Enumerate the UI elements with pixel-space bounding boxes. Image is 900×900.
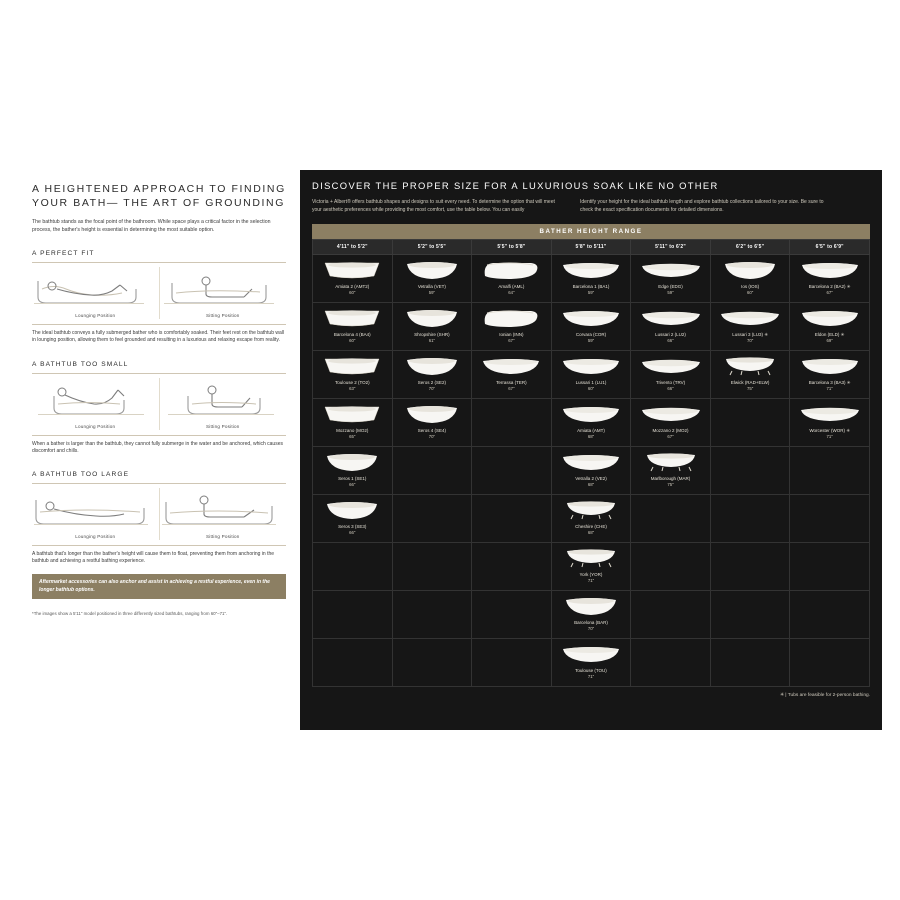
table-cell-product[interactable] bbox=[313, 447, 393, 495]
section-heading-too-small: A BATHTUB TOO SMALL bbox=[32, 360, 129, 368]
divider bbox=[32, 324, 286, 325]
product-size: 60" bbox=[746, 290, 754, 296]
table-cell-empty bbox=[790, 591, 870, 639]
product-label bbox=[552, 284, 631, 296]
product-size: 63" bbox=[349, 386, 356, 392]
table-cell-empty bbox=[392, 495, 472, 543]
table-cell-product[interactable] bbox=[631, 351, 711, 399]
product-name: Mozzano (MO2) bbox=[336, 428, 369, 434]
section-heading-too-large: A BATHTUB TOO LARGE bbox=[32, 471, 130, 478]
product-size: 64" bbox=[508, 290, 515, 296]
table-cell-product[interactable] bbox=[631, 447, 711, 495]
table-cell-product[interactable] bbox=[551, 447, 631, 495]
product-label bbox=[552, 668, 631, 680]
table-cell-product[interactable] bbox=[631, 303, 711, 351]
table-cell-product[interactable] bbox=[790, 351, 870, 399]
product-size: 67" bbox=[667, 434, 674, 440]
product-name: Corvara (COR) bbox=[575, 332, 607, 338]
product-label bbox=[631, 332, 710, 344]
product-name: Mozzano 2 (MO2) bbox=[652, 428, 689, 434]
table-cell-product[interactable] bbox=[551, 591, 631, 639]
tub-shape-icon bbox=[720, 356, 780, 376]
intro-column-left: Victoria + Albert® offers bathtub shapes and designs to suit every need. To determine the option that will meet your aesthetic preferences while providing the most comfort, use the table below. You can easily bbox=[312, 199, 555, 213]
bather-height-range-banner: BATHER HEIGHT RANGE bbox=[312, 224, 870, 239]
divider bbox=[32, 545, 286, 546]
product-label bbox=[313, 380, 392, 392]
product-size: 59" bbox=[428, 290, 435, 296]
table-cell-product[interactable] bbox=[790, 255, 870, 303]
table-cell-empty bbox=[710, 639, 790, 687]
product-label bbox=[790, 332, 869, 344]
tub-sitting-illustration bbox=[160, 267, 278, 309]
table-cell-product[interactable] bbox=[551, 303, 631, 351]
product-size: 68" bbox=[587, 530, 595, 536]
tub-shape-icon bbox=[481, 308, 541, 328]
table-cell-product[interactable] bbox=[551, 351, 631, 399]
tub-shape-icon bbox=[322, 452, 382, 472]
product-size: 71" bbox=[826, 434, 833, 440]
table-cell-product[interactable] bbox=[710, 255, 790, 303]
table-cell-empty bbox=[790, 447, 870, 495]
tub-shape-icon bbox=[322, 260, 382, 280]
table-cell-empty bbox=[392, 639, 472, 687]
product-name: Toulouse 2 (TO2) bbox=[334, 380, 370, 386]
table-cell-empty bbox=[790, 543, 870, 591]
product-size: 66" bbox=[349, 482, 356, 488]
product-size: 69" bbox=[826, 338, 833, 344]
table-row bbox=[313, 591, 870, 639]
product-name: Cheshire (CHE) bbox=[575, 524, 607, 530]
tub-shape-icon bbox=[561, 452, 621, 472]
tub-sitting-illustration bbox=[160, 378, 278, 420]
table-cell-product[interactable] bbox=[551, 255, 631, 303]
illustration-caption: Sitting Position bbox=[205, 423, 240, 429]
product-label bbox=[472, 332, 551, 344]
product-size: 67" bbox=[508, 338, 515, 344]
tub-shape-icon bbox=[402, 260, 462, 280]
product-label bbox=[313, 524, 392, 536]
tub-shape-icon bbox=[561, 548, 621, 568]
tub-shape-icon bbox=[481, 356, 541, 376]
table-legend: ✳ | Tubs are feasible for 2-person bathing. bbox=[779, 693, 870, 699]
product-name: Seros 2 (SE2) bbox=[417, 380, 446, 386]
tub-shape-icon bbox=[322, 500, 382, 520]
product-label bbox=[711, 284, 790, 296]
table-row bbox=[313, 255, 870, 303]
product-size: 59" bbox=[667, 290, 674, 296]
table-cell-product[interactable] bbox=[313, 399, 393, 447]
left-page-title: A HEIGHTENED APPROACH TO FINDING YOUR BATH— THE ART OF GROUNDING bbox=[32, 183, 286, 209]
illustration-caption: Lounging Position bbox=[75, 534, 116, 539]
table-cell-product[interactable] bbox=[472, 351, 552, 399]
left-page-intro: The bathtub stands as the focal point of the bathroom. While space plays a critical factor in the selection process, the bather's height is essential in determining the most suitable option. bbox=[32, 219, 271, 233]
table-cell-product[interactable] bbox=[551, 543, 631, 591]
table-row bbox=[313, 495, 870, 543]
table-cell-empty bbox=[790, 639, 870, 687]
product-name: Worcester (WOR) ✳ bbox=[809, 428, 851, 434]
product-name: Marlborough (MAR) bbox=[650, 476, 691, 482]
column-header: 5'5" to 5'8" bbox=[472, 240, 552, 255]
table-cell-empty bbox=[631, 495, 711, 543]
table-cell-product[interactable] bbox=[710, 303, 790, 351]
product-name: Barcelona 4 (BA4) bbox=[333, 332, 371, 338]
highlight-callout: Aftermarket accessories can also anchor and assist in achieving a restful experience, even in the longer bathtub options. bbox=[32, 574, 286, 599]
product-name: Lussari 2 (LU2) bbox=[655, 332, 686, 338]
tub-shape-icon bbox=[322, 308, 382, 328]
product-name: Toulouse (TOU) bbox=[575, 668, 607, 674]
table-row bbox=[313, 351, 870, 399]
product-name: Amiata (AMT) bbox=[577, 428, 605, 434]
product-label bbox=[711, 332, 790, 344]
table-row bbox=[313, 399, 870, 447]
tub-lounging-illustration bbox=[32, 378, 150, 420]
product-label bbox=[552, 572, 631, 584]
product-label bbox=[631, 476, 710, 488]
table-header-row bbox=[313, 240, 870, 255]
section-note-perfect-fit: The ideal bathtub conveys a fully submerged bather who is comfortably soaked. Their feet rest on the bathtub wall in lounging position, allowing them to feel grounded and resulting in a luxurious and relaxing escape from reality. bbox=[32, 330, 284, 344]
illustration-row-too-small bbox=[32, 378, 286, 430]
table-cell-empty bbox=[472, 399, 552, 447]
product-name: Vetralla 2 (VE2) bbox=[575, 476, 607, 482]
table-cell-empty bbox=[710, 591, 790, 639]
brochure-spread bbox=[18, 170, 882, 730]
product-size: 70" bbox=[587, 626, 595, 632]
divider bbox=[32, 373, 286, 374]
illustration-lounging-too-large bbox=[32, 488, 159, 540]
product-label bbox=[552, 380, 631, 392]
product-name: Vetralla (VET) bbox=[417, 284, 446, 290]
section-heading-perfect-fit: A PERFECT FIT bbox=[32, 250, 95, 258]
product-label bbox=[472, 380, 551, 392]
product-size: 67" bbox=[826, 290, 833, 296]
product-size: 75" bbox=[667, 482, 674, 488]
tub-shape-icon bbox=[402, 356, 462, 376]
table-cell-empty bbox=[313, 639, 393, 687]
column-header: 4'11" to 5'2" bbox=[313, 240, 393, 255]
product-size: 66" bbox=[349, 530, 356, 536]
table-cell-product[interactable] bbox=[631, 255, 711, 303]
tub-shape-icon bbox=[481, 260, 541, 280]
product-name: York (YOR) bbox=[579, 572, 603, 578]
table-cell-product[interactable] bbox=[631, 399, 711, 447]
left-footnote: *The images show a 5'11" model positioned in three differently sized bathtubs, ranging from 60"–71". bbox=[32, 611, 228, 617]
tub-shape-icon bbox=[561, 308, 621, 328]
tub-shape-icon bbox=[561, 644, 621, 664]
table-cell-empty bbox=[710, 447, 790, 495]
table-cell-product[interactable] bbox=[790, 303, 870, 351]
bathtub-size-table bbox=[312, 239, 870, 687]
product-size: 65" bbox=[349, 434, 356, 440]
tub-shape-icon bbox=[720, 308, 780, 328]
product-label bbox=[631, 428, 710, 440]
table-cell-empty bbox=[631, 639, 711, 687]
table-cell-empty bbox=[631, 543, 711, 591]
table-cell-product[interactable] bbox=[472, 255, 552, 303]
tub-shape-icon bbox=[402, 308, 462, 328]
tub-shape-icon bbox=[322, 404, 382, 424]
product-name: Barcelona (BAR) bbox=[574, 620, 608, 626]
product-size: 67" bbox=[508, 386, 515, 392]
product-name: Amiata 2 (AMT2) bbox=[335, 284, 370, 290]
table-cell-empty bbox=[472, 591, 552, 639]
product-size: 70" bbox=[428, 386, 435, 392]
table-cell-product[interactable] bbox=[313, 495, 393, 543]
table-cell-product[interactable] bbox=[313, 255, 393, 303]
product-name: Eldon (ELD) ✳ bbox=[814, 332, 845, 338]
illustration-lounging-too-small bbox=[32, 378, 159, 430]
product-size: 71" bbox=[826, 386, 833, 392]
illustration-row-too-large bbox=[32, 488, 286, 540]
product-label bbox=[552, 428, 631, 440]
product-label bbox=[313, 284, 392, 296]
product-name: Elwick (RAD+ELW) bbox=[730, 380, 770, 386]
product-name: Seros 3 (SE3) bbox=[338, 524, 367, 530]
tub-shape-icon bbox=[402, 404, 462, 424]
tub-shape-icon bbox=[720, 260, 780, 280]
product-name: Edge (EDG) bbox=[658, 284, 683, 290]
left-page bbox=[18, 170, 300, 730]
table-row bbox=[313, 447, 870, 495]
product-label bbox=[472, 284, 551, 296]
divider bbox=[32, 483, 286, 484]
product-name: Barcelona 1 (BA1) bbox=[572, 284, 610, 290]
product-name: Terrassa (TER) bbox=[496, 380, 527, 386]
right-page bbox=[300, 170, 882, 730]
column-header: 6'5" to 6'9" bbox=[790, 240, 870, 255]
product-size: 66" bbox=[667, 338, 674, 344]
table-cell-product[interactable] bbox=[392, 351, 472, 399]
product-size: 61" bbox=[428, 338, 435, 344]
table-cell-empty bbox=[313, 591, 393, 639]
tub-shape-icon bbox=[800, 308, 860, 328]
product-label bbox=[552, 476, 631, 488]
product-label bbox=[552, 524, 631, 536]
product-label bbox=[552, 332, 631, 344]
table-cell-empty bbox=[472, 543, 552, 591]
tub-shape-icon bbox=[561, 404, 621, 424]
product-size: 71" bbox=[587, 674, 595, 680]
table-cell-empty bbox=[710, 495, 790, 543]
tub-sitting-illustration bbox=[160, 488, 278, 530]
product-label bbox=[790, 380, 869, 392]
illustration-sitting-perfect-fit bbox=[159, 267, 287, 319]
tub-lounging-illustration bbox=[32, 488, 150, 530]
product-label bbox=[790, 428, 869, 440]
column-header: 5'8" to 5'11" bbox=[551, 240, 631, 255]
tub-shape-icon bbox=[561, 596, 621, 616]
table-row bbox=[313, 639, 870, 687]
product-label bbox=[313, 476, 392, 488]
tub-shape-icon bbox=[641, 308, 701, 328]
table-cell-empty bbox=[790, 495, 870, 543]
product-size: 60" bbox=[587, 386, 595, 392]
table-cell-empty bbox=[392, 591, 472, 639]
table-cell-product[interactable] bbox=[313, 351, 393, 399]
tub-shape-icon bbox=[561, 500, 621, 520]
illustration-row-perfect-fit bbox=[32, 267, 286, 319]
product-label bbox=[790, 284, 869, 296]
product-name: Seros 4 (SE4) bbox=[417, 428, 446, 434]
product-label bbox=[393, 380, 472, 392]
table-cell-empty bbox=[472, 447, 552, 495]
right-page-intro bbox=[312, 199, 870, 214]
product-name: Lussari 1 (LU1) bbox=[575, 380, 607, 386]
table-cell-empty bbox=[472, 495, 552, 543]
illustration-sitting-too-large bbox=[159, 488, 287, 540]
illustration-caption: Lounging Position bbox=[75, 313, 116, 319]
tub-shape-icon bbox=[561, 260, 621, 280]
product-name: Barcelona 2 (BA2) ✳ bbox=[808, 284, 851, 290]
tub-shape-icon bbox=[641, 404, 701, 424]
column-header: 6'2" to 6'5" bbox=[710, 240, 790, 255]
product-label bbox=[393, 332, 472, 344]
product-name: Amalfi (AML) bbox=[498, 284, 525, 290]
table-body bbox=[313, 255, 870, 687]
table-cell-product[interactable] bbox=[551, 495, 631, 543]
table-cell-product[interactable] bbox=[790, 399, 870, 447]
table-cell-product[interactable] bbox=[710, 351, 790, 399]
right-page-title: DISCOVER THE PROPER SIZE FOR A LUXURIOUS SOAK LIKE NO OTHER bbox=[312, 180, 719, 191]
product-size: 75" bbox=[746, 386, 754, 392]
table-cell-product[interactable] bbox=[551, 639, 631, 687]
column-header: 5'11" to 6'2" bbox=[631, 240, 711, 255]
tub-shape-icon bbox=[641, 260, 701, 280]
table-cell-empty bbox=[392, 543, 472, 591]
product-size: 70" bbox=[746, 338, 754, 344]
divider bbox=[32, 262, 286, 263]
table-cell-empty bbox=[710, 399, 790, 447]
divider bbox=[32, 435, 286, 436]
product-size: 60" bbox=[349, 338, 356, 344]
table-cell-product[interactable] bbox=[392, 399, 472, 447]
illustration-lounging-perfect-fit bbox=[32, 267, 159, 319]
product-name: Barcelona 3 (BA3) ✳ bbox=[808, 380, 851, 386]
product-label bbox=[313, 332, 392, 344]
product-name: Trivento (TRV) bbox=[655, 380, 686, 386]
illustration-caption: Lounging Position bbox=[75, 423, 116, 429]
product-name: Lussari 3 (LU3) ✳ bbox=[732, 332, 768, 338]
section-note-too-large: A bathtub that's longer than the bather's height will cause them to float, preventing them from anchoring in the bathtub and achieving a restful bathing experience. bbox=[32, 551, 275, 565]
product-label bbox=[711, 380, 790, 392]
product-size: 71" bbox=[587, 578, 595, 584]
table-cell-empty bbox=[710, 543, 790, 591]
tub-shape-icon bbox=[800, 356, 860, 376]
tub-shape-icon bbox=[641, 452, 701, 472]
tub-shape-icon bbox=[641, 356, 701, 376]
product-size: 68" bbox=[587, 434, 595, 440]
table-cell-product[interactable] bbox=[392, 255, 472, 303]
product-size: 66" bbox=[667, 386, 674, 392]
product-size: 68" bbox=[587, 482, 595, 488]
product-size: 60" bbox=[349, 290, 356, 296]
table-cell-product[interactable] bbox=[313, 303, 393, 351]
illustration-sitting-too-small bbox=[159, 378, 287, 430]
table-cell-empty bbox=[472, 639, 552, 687]
product-size: 70" bbox=[428, 434, 435, 440]
table-cell-product[interactable] bbox=[472, 303, 552, 351]
intro-column-right: Identify your height for the ideal bathtub length and explore bathtub collections tailored to your size. Be sure to check the exact specification documents for detailed dimensions. bbox=[580, 199, 824, 213]
table-row bbox=[313, 303, 870, 351]
table-cell-empty bbox=[631, 591, 711, 639]
table-cell-empty bbox=[313, 543, 393, 591]
tub-shape-icon bbox=[800, 404, 860, 424]
tub-shape-icon bbox=[561, 356, 621, 376]
product-name: Seros 1 (SE1) bbox=[338, 476, 367, 482]
product-label bbox=[631, 380, 710, 392]
table-cell-product[interactable] bbox=[392, 303, 472, 351]
product-name: Shropshire (SHR) bbox=[414, 332, 450, 338]
tub-shape-icon bbox=[800, 260, 860, 280]
tub-lounging-illustration bbox=[32, 267, 150, 309]
product-size: 59" bbox=[587, 338, 595, 344]
product-size: 59" bbox=[587, 290, 595, 296]
table-cell-empty bbox=[392, 447, 472, 495]
product-label bbox=[552, 620, 631, 632]
table-cell-product[interactable] bbox=[551, 399, 631, 447]
product-label bbox=[393, 428, 472, 440]
product-label bbox=[631, 284, 710, 296]
product-name: Ionian (INN) bbox=[499, 332, 524, 338]
product-label bbox=[313, 428, 392, 440]
tub-shape-icon bbox=[322, 356, 382, 376]
illustration-caption: Sitting Position bbox=[205, 534, 240, 539]
product-label bbox=[393, 284, 472, 296]
column-header: 5'2" to 5'5" bbox=[392, 240, 472, 255]
product-name: Ios (IOS) bbox=[741, 284, 760, 290]
section-note-too-small: When a bather is larger than the bathtub, they cannot fully submerge in the water and be anchored, which causes discomfort and chills. bbox=[32, 440, 283, 454]
illustration-caption: Sitting Position bbox=[205, 313, 240, 319]
table-row bbox=[313, 543, 870, 591]
